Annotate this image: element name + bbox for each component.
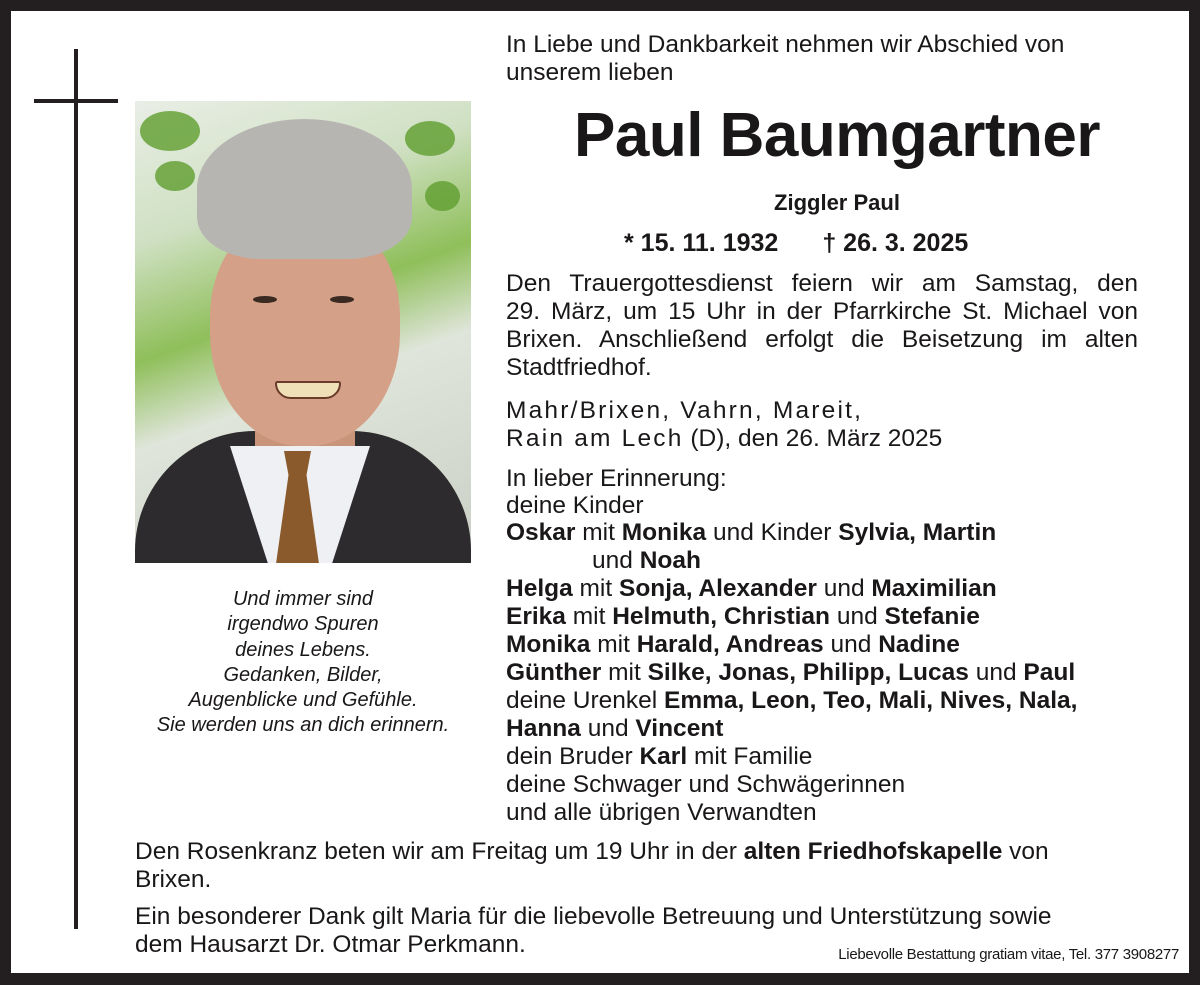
death-date: † 26. 3. 2025 bbox=[822, 229, 969, 257]
cross-icon-vertical bbox=[74, 49, 78, 929]
name-text: Hanna bbox=[506, 715, 581, 742]
verse-line: Und immer sind bbox=[232, 588, 374, 610]
name-text: Vincent bbox=[635, 715, 724, 742]
text-segment: mit bbox=[601, 659, 648, 686]
text-line bbox=[506, 59, 674, 87]
text-line bbox=[135, 866, 211, 894]
text-line bbox=[506, 575, 997, 603]
text-segment: In Liebe und Dankbarkeit nehmen wir Abschied von bbox=[506, 31, 1065, 58]
text-line bbox=[506, 631, 960, 659]
text-segment: mit Familie bbox=[687, 743, 813, 770]
text-segment: und alle übrigen Verwandten bbox=[506, 799, 817, 826]
text-segment: unserem lieben bbox=[506, 59, 674, 86]
name-text: Helga bbox=[506, 575, 573, 602]
verse-line: Gedanken, Bilder, bbox=[223, 663, 383, 686]
name-text: Nadine bbox=[878, 631, 960, 658]
undertaker-credit: Liebevolle Bestattung gratiam vitae, Tel. 377 3908277 bbox=[838, 946, 1179, 963]
name-text: Monika bbox=[621, 519, 707, 546]
text-segment: und bbox=[968, 659, 1024, 686]
text-segment: deine Kinder bbox=[506, 492, 644, 519]
text-line bbox=[506, 603, 980, 631]
text-line bbox=[506, 298, 1138, 326]
verse-line: Sie werden uns an dich erinnern. bbox=[156, 714, 450, 737]
portrait-photo bbox=[135, 101, 471, 563]
text-line bbox=[506, 425, 942, 453]
name-text: Monika bbox=[506, 631, 591, 658]
name-text: alten Friedhofskapelle bbox=[743, 838, 1003, 865]
text-segment: Ein besonderer Dank gilt Maria für die liebevolle Betreuung und Unterstützung sowie bbox=[135, 903, 1052, 930]
birth-date: * 15. 11. 1932 bbox=[624, 229, 779, 257]
text-segment: und bbox=[816, 575, 872, 602]
text-segment: Brixen. Anschließend erfolgt die Beisetzung im alten bbox=[506, 326, 1138, 353]
verse-line: deines Lebens. bbox=[235, 638, 371, 661]
text-line bbox=[506, 465, 727, 493]
text-line bbox=[506, 659, 1075, 687]
text-segment: dein Bruder bbox=[506, 743, 640, 770]
text-line bbox=[592, 547, 701, 575]
cross-icon-horizontal bbox=[34, 99, 118, 103]
name-text: Sylvia, Martin bbox=[838, 519, 997, 546]
nickname: Ziggler Paul bbox=[774, 190, 900, 215]
text-segment: deine Urenkel bbox=[506, 687, 664, 714]
text-segment: Den Trauergottesdienst feiern wir am Samstag, den bbox=[506, 270, 1138, 297]
text-segment: und bbox=[830, 603, 885, 630]
text-segment: deine Schwager und Schwägerinnen bbox=[506, 771, 906, 798]
text-line bbox=[135, 903, 1052, 931]
text-segment: und bbox=[823, 631, 879, 658]
text-segment: Den Rosenkranz beten wir am Freitag um 19 Uhr in der bbox=[135, 838, 744, 865]
text-segment: Mahr/Brixen, Vahrn, Mareit, bbox=[506, 397, 864, 424]
text-line bbox=[506, 492, 644, 520]
text-line bbox=[135, 931, 526, 959]
name-text: Günther bbox=[506, 659, 602, 686]
text-line bbox=[506, 687, 1077, 715]
name-text: Noah bbox=[639, 547, 701, 574]
name-text: Paul bbox=[1023, 659, 1076, 686]
text-segment: und Kinder bbox=[706, 519, 839, 546]
text-segment: 29. März, um 15 Uhr in der Pfarrkirche St. Michael von bbox=[506, 298, 1138, 325]
text-line bbox=[506, 270, 1138, 298]
text-line bbox=[506, 397, 863, 425]
name-text: Karl bbox=[639, 743, 688, 770]
text-segment: und bbox=[580, 715, 636, 742]
text-line bbox=[506, 519, 996, 547]
text-line bbox=[506, 31, 1064, 59]
text-segment: In lieber Erinnerung: bbox=[506, 465, 727, 492]
name-text: Helmuth, Christian bbox=[612, 603, 831, 630]
text-line bbox=[506, 715, 723, 743]
text-line bbox=[506, 799, 817, 827]
name-text: Silke, Jonas, Philipp, Lucas bbox=[647, 659, 969, 686]
text-segment: und bbox=[592, 547, 640, 574]
text-segment: Stadtfriedhof. bbox=[506, 354, 652, 381]
text-line bbox=[506, 771, 905, 799]
text-segment: Brixen. bbox=[135, 866, 212, 893]
deceased-name: Paul Baumgartner bbox=[573, 101, 1101, 170]
text-segment: mit bbox=[590, 631, 637, 658]
text-segment: mit bbox=[565, 603, 613, 630]
text-line bbox=[506, 326, 1138, 354]
memorial-verse bbox=[125, 587, 481, 739]
name-text: Sonja, Alexander bbox=[619, 575, 817, 602]
name-text: Emma, Leon, Teo, Mali, Nives, Nala, bbox=[663, 687, 1078, 714]
name-text: Erika bbox=[506, 603, 566, 630]
text-segment: von bbox=[1002, 838, 1049, 865]
text-line bbox=[506, 354, 652, 382]
name-text: Maximilian bbox=[871, 575, 997, 602]
text-segment: Rain am Lech bbox=[506, 425, 684, 452]
text-segment: mit bbox=[572, 575, 619, 602]
verse-line: irgendwo Spuren bbox=[227, 613, 379, 636]
text-segment: dem Hausarzt Dr. Otmar Perkmann. bbox=[135, 931, 526, 958]
name-text: Stefanie bbox=[884, 603, 980, 630]
name-text: Oskar bbox=[506, 519, 576, 546]
text-segment: mit bbox=[575, 519, 622, 546]
text-segment: (D), den 26. März 2025 bbox=[683, 425, 943, 452]
text-line bbox=[506, 743, 812, 771]
text-line bbox=[135, 838, 1049, 866]
life-dates bbox=[624, 229, 968, 258]
name-text: Harald, Andreas bbox=[636, 631, 824, 658]
verse-line: Augenblicke und Gefühle. bbox=[188, 689, 418, 712]
